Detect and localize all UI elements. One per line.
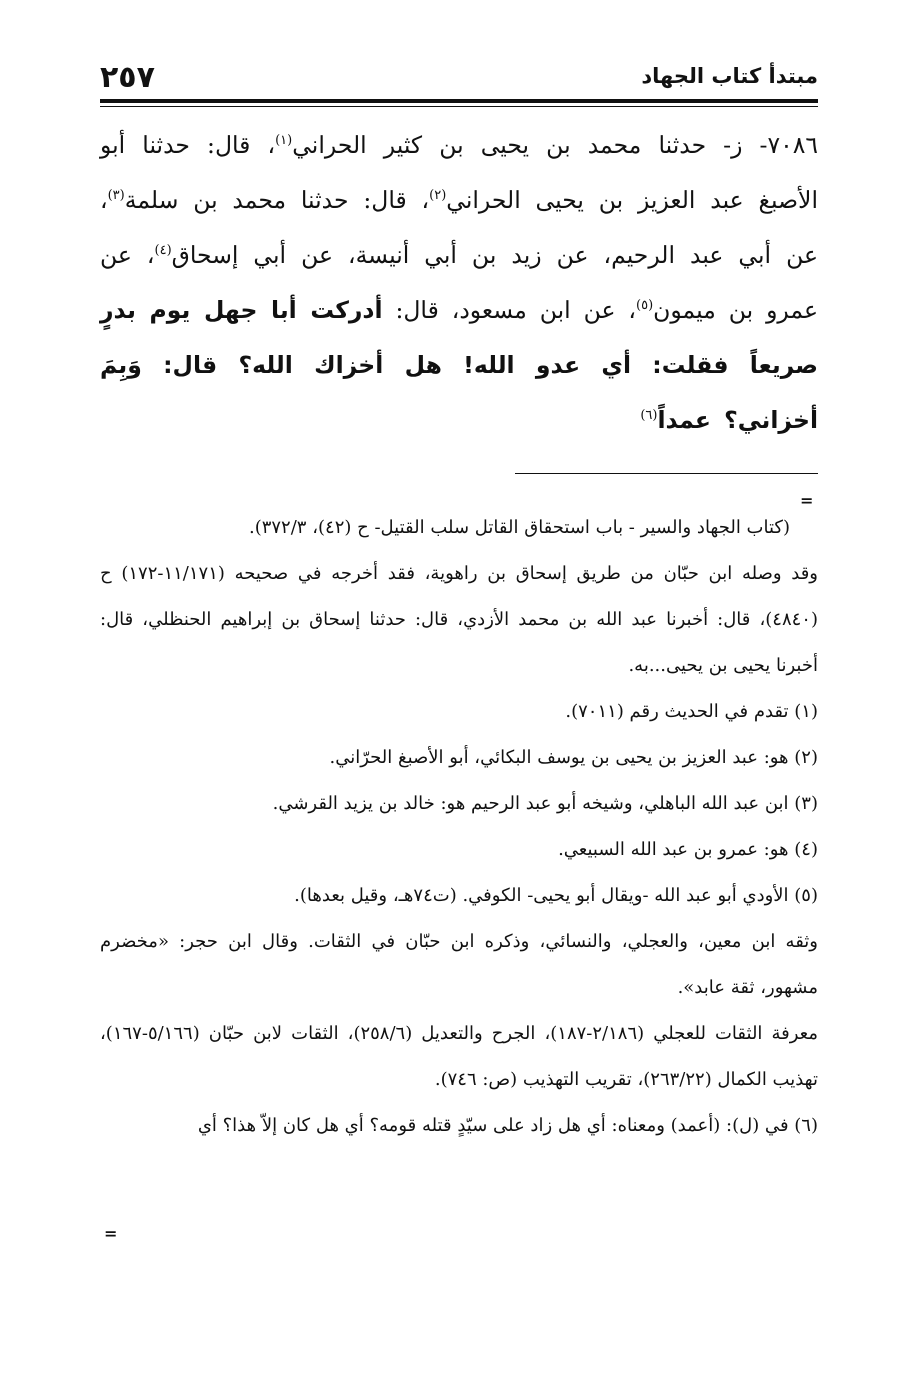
footnote-continued: (كتاب الجهاد والسير - باب استحقاق القاتل سلب القتيل- ح (٤٢)، ٣٧٢/٣). [248, 517, 790, 538]
header-rule-thick [100, 99, 818, 103]
footnote-ref: (٣) [107, 188, 125, 204]
footnote-ref: (٢) [429, 188, 447, 204]
footnote-5: (٥) الأودي أبو عبد الله -ويقال أبو يحيى- الكوفي. (ت٧٤هـ، وقيل بعدها). [294, 885, 818, 906]
footnote-ref: (٥) [636, 298, 654, 314]
footnote-2: (٢) هو: عبد العزيز بن يحيى بن يوسف البكائي، أبو الأصبغ الحرّاني. [329, 747, 818, 768]
footnotes [100, 505, 818, 1149]
hadith-segment: ، عن ابن مسعود، قال: [382, 296, 637, 324]
hadith-segment: ، عن أبي عبد الرحيم، عن زيد بن أبي أنيسة، عن أبي إسحاق [100, 186, 818, 269]
page-number: ٢٥٧ [100, 60, 155, 95]
page-header [100, 60, 818, 100]
footnote-5-detail: وثقه ابن معين، والعجلي، والنسائي، وذكره ابن حبّان في الثقات. وقال ابن حجر: «مخضرم مشهور، ثقة عابد». [100, 931, 818, 998]
continuation-mark-top: = [800, 491, 814, 510]
hadith-paragraph [100, 118, 818, 448]
footnote-1: (١) تقدم في الحديث رقم (٧٠١١). [565, 701, 818, 722]
footnote-continued: وقد وصله ابن حبّان من طريق إسحاق بن راهوية، فقد أخرجه في صحيحه (١١/١٧١-١٧٢) ح (٤٨٤٠)، قال: أخبرنا عبد الله بن محمد الأزدي، قال: حدثنا إسحاق بن إبراهيم الحنظلي، قال: أخبرنا يحيى بن يحيى...به. [100, 563, 819, 676]
footnote-ref: (١) [275, 133, 293, 149]
footnote-5-sources: معرفة الثقات للعجلي (٢/١٨٦-١٨٧)، الجرح والتعديل (٢٥٨/٦)، الثقات لابن حبّان (٥/١٦٦-١٦٧)، تهذيب الكمال (٢٦٣/٢٢)، تقريب التهذيب (ص: ٧٤٦). [100, 1023, 818, 1090]
footnote-6: (٦) في (ل): (أعمد) ومعناه: أي هل زاد على سيّدٍ قتله قومه؟ أي هل كان إلاّ هذا؟ أي [197, 1115, 818, 1136]
hadith-segment: ٧٠٨٦- ز- حدثنا محمد بن يحيى بن كثير الحراني [292, 131, 818, 159]
footnote-separator [515, 473, 818, 474]
hadith-segment: ، قال: حدثنا أبو الأصبغ عبد العزيز بن يحيى الحراني [100, 131, 818, 214]
footnote-ref: (٦) [640, 408, 658, 424]
header-rule-thin [100, 106, 818, 107]
footnote-ref: (٤) [154, 243, 172, 259]
running-title: مبتدأ كتاب الجهاد [641, 64, 818, 88]
hadith-text [100, 118, 818, 448]
footnote-3: (٣) ابن عبد الله الباهلي، وشيخه أبو عبد الرحيم هو: خالد بن يزيد القرشي. [272, 793, 818, 814]
hadith-matn: أدركت أبا جهل يوم بدرٍ صريعاً فقلت: أي عدو الله! هل أخزاك الله؟ قال: وَبِمَ أخزاني؟ عمداً [100, 296, 818, 434]
hadith-segment: ، قال: حدثنا محمد بن سلمة [124, 186, 430, 214]
footnote-4: (٤) هو: عمرو بن عبد الله السبيعي. [558, 839, 818, 860]
hadith-segment: ، عن عمرو بن ميمون [100, 241, 818, 324]
continuation-mark-bottom: = [104, 1224, 118, 1243]
